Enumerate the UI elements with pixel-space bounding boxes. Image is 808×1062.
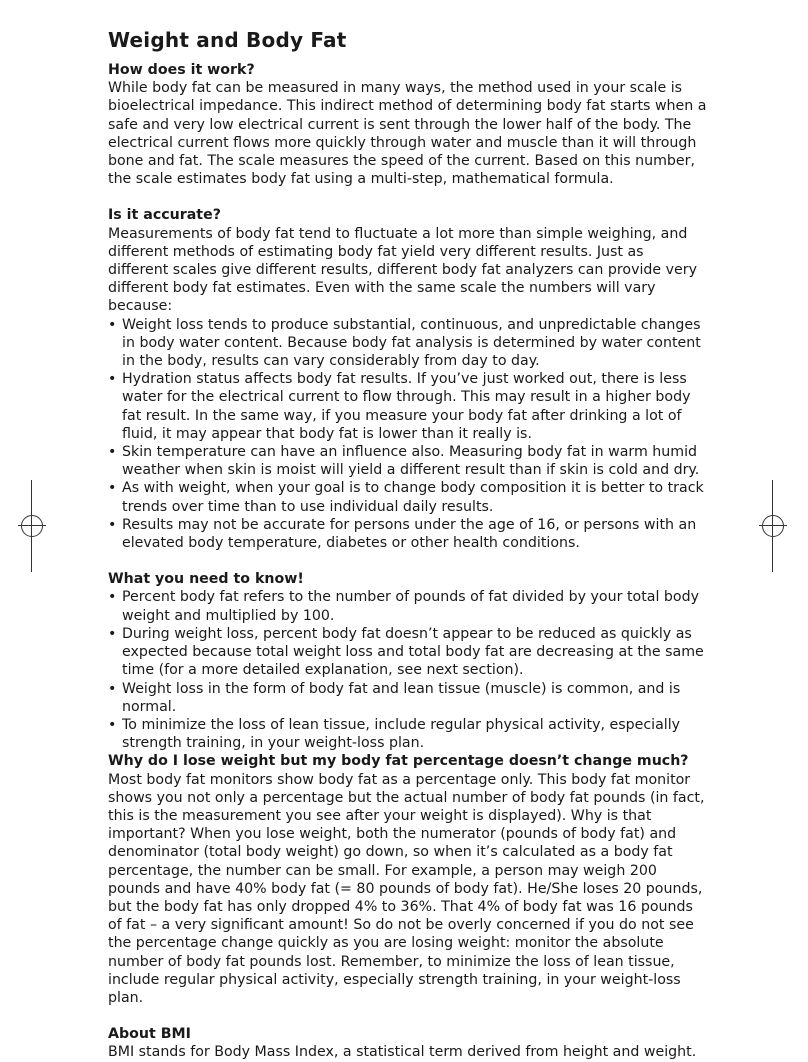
bullet-list bbox=[108, 316, 708, 553]
page-title: Weight and Body Fat bbox=[108, 28, 347, 52]
section-heading: Why do I lose weight but my body fat percentage doesn’t change much? bbox=[108, 753, 689, 770]
section-how-it-works bbox=[108, 61, 708, 188]
list-item: • Weight loss tends to produce substantial, continuous, and unpredictable changes in body water content. Because body fat analysis is determined by water content in the body, results can vary considerably from day to day. bbox=[108, 316, 708, 371]
section-heading: About BMI bbox=[108, 1026, 191, 1043]
registration-mark-right bbox=[759, 480, 787, 572]
document-page bbox=[108, 27, 708, 1062]
section-about-bmi bbox=[108, 1025, 708, 1061]
section-why-lose-weight bbox=[108, 752, 708, 1007]
list-item: • During weight loss, percent body fat doesn’t appear to be reduced as quickly as expected because total weight loss and total body fat are decreasing at the same time (for a more detailed explanation, see next section). bbox=[108, 625, 708, 680]
section-body: BMI stands for Body Mass Index, a statistical term derived from height and weight. bbox=[108, 1044, 697, 1061]
section-body: Most body fat monitors show body fat as a percentage only. This body fat monitor shows you not only a percentage but the actual number of body fat pounds (in fact, this is the measurement you see after your weight is displayed). Why is that important? When you lose weight, both the numerator (pounds of body fat) and denominator (total body weight) go down, so when it’s calculated as a body fat percentage, the number can be small. For example, a person may weigh 200 pounds and have 40% body fat (= 80 pounds of body fat). He/She loses 20 pounds, but the body fat has only dropped 4% to 36%. That 4% of body fat was 16 pounds of fat – a very significant amount! So do not be overly concerned if you do not see the percentage change quickly as you are losing weight: monitor the absolute number of body fat pounds lost. Remember, to minimize the loss of lean tissue, include regular physical activity, especially strength training, in your weight-loss plan. bbox=[108, 771, 705, 1006]
list-item: • Results may not be accurate for persons under the age of 16, or persons with an elevated body temperature, diabetes or other health conditions. bbox=[108, 516, 708, 552]
list-item: • Weight loss in the form of body fat and lean tissue (muscle) is common, and is normal. bbox=[108, 680, 708, 716]
list-item: • Skin temperature can have an influence also. Measuring body fat in warm humid weather when skin is moist will yield a different result than if skin is cold and dry. bbox=[108, 443, 708, 479]
section-body: Measurements of body fat tend to fluctuate a lot more than simple weighing, and different methods of estimating body fat yield very different results. Just as different scales give different results, different body fat analyzers can provide very different body fat estimates. Even with the same scale the numbers will vary because: bbox=[108, 225, 698, 315]
registration-mark-left bbox=[18, 480, 46, 572]
section-need-to-know bbox=[108, 570, 708, 752]
list-item: • Hydration status affects body fat results. If you’ve just worked out, there is less water for the electrical current to flow through. This may result in a higher body fat result. In the same way, if you measure your body fat after drinking a lot of fluid, it may appear that body fat is lower than it really is. bbox=[108, 370, 708, 443]
section-body: While body fat can be measured in many ways, the method used in your scale is bioelectrical impedance. This indirect method of determining body fat starts when a safe and very low electrical current is sent through the lower half of the body. The electrical current flows more quickly through water and muscle than it will through bone and fat. The scale measures the speed of the current. Based on this number, the scale estimates body fat using a multi-step, mathematical formula. bbox=[108, 80, 707, 188]
list-item: • Percent body fat refers to the number of pounds of fat divided by your total body weight and multiplied by 100. bbox=[108, 588, 708, 624]
bullet-list bbox=[108, 588, 708, 752]
section-heading: Is it accurate? bbox=[108, 207, 221, 224]
section-heading: How does it work? bbox=[108, 62, 255, 78]
list-item: • To minimize the loss of lean tissue, include regular physical activity, especially strength training, in your weight-loss plan. bbox=[108, 716, 708, 752]
section-heading: What you need to know! bbox=[108, 571, 304, 588]
list-item: • As with weight, when your goal is to change body composition it is better to track trends over time than to use individual daily results. bbox=[108, 479, 708, 515]
section-accuracy bbox=[108, 206, 708, 552]
